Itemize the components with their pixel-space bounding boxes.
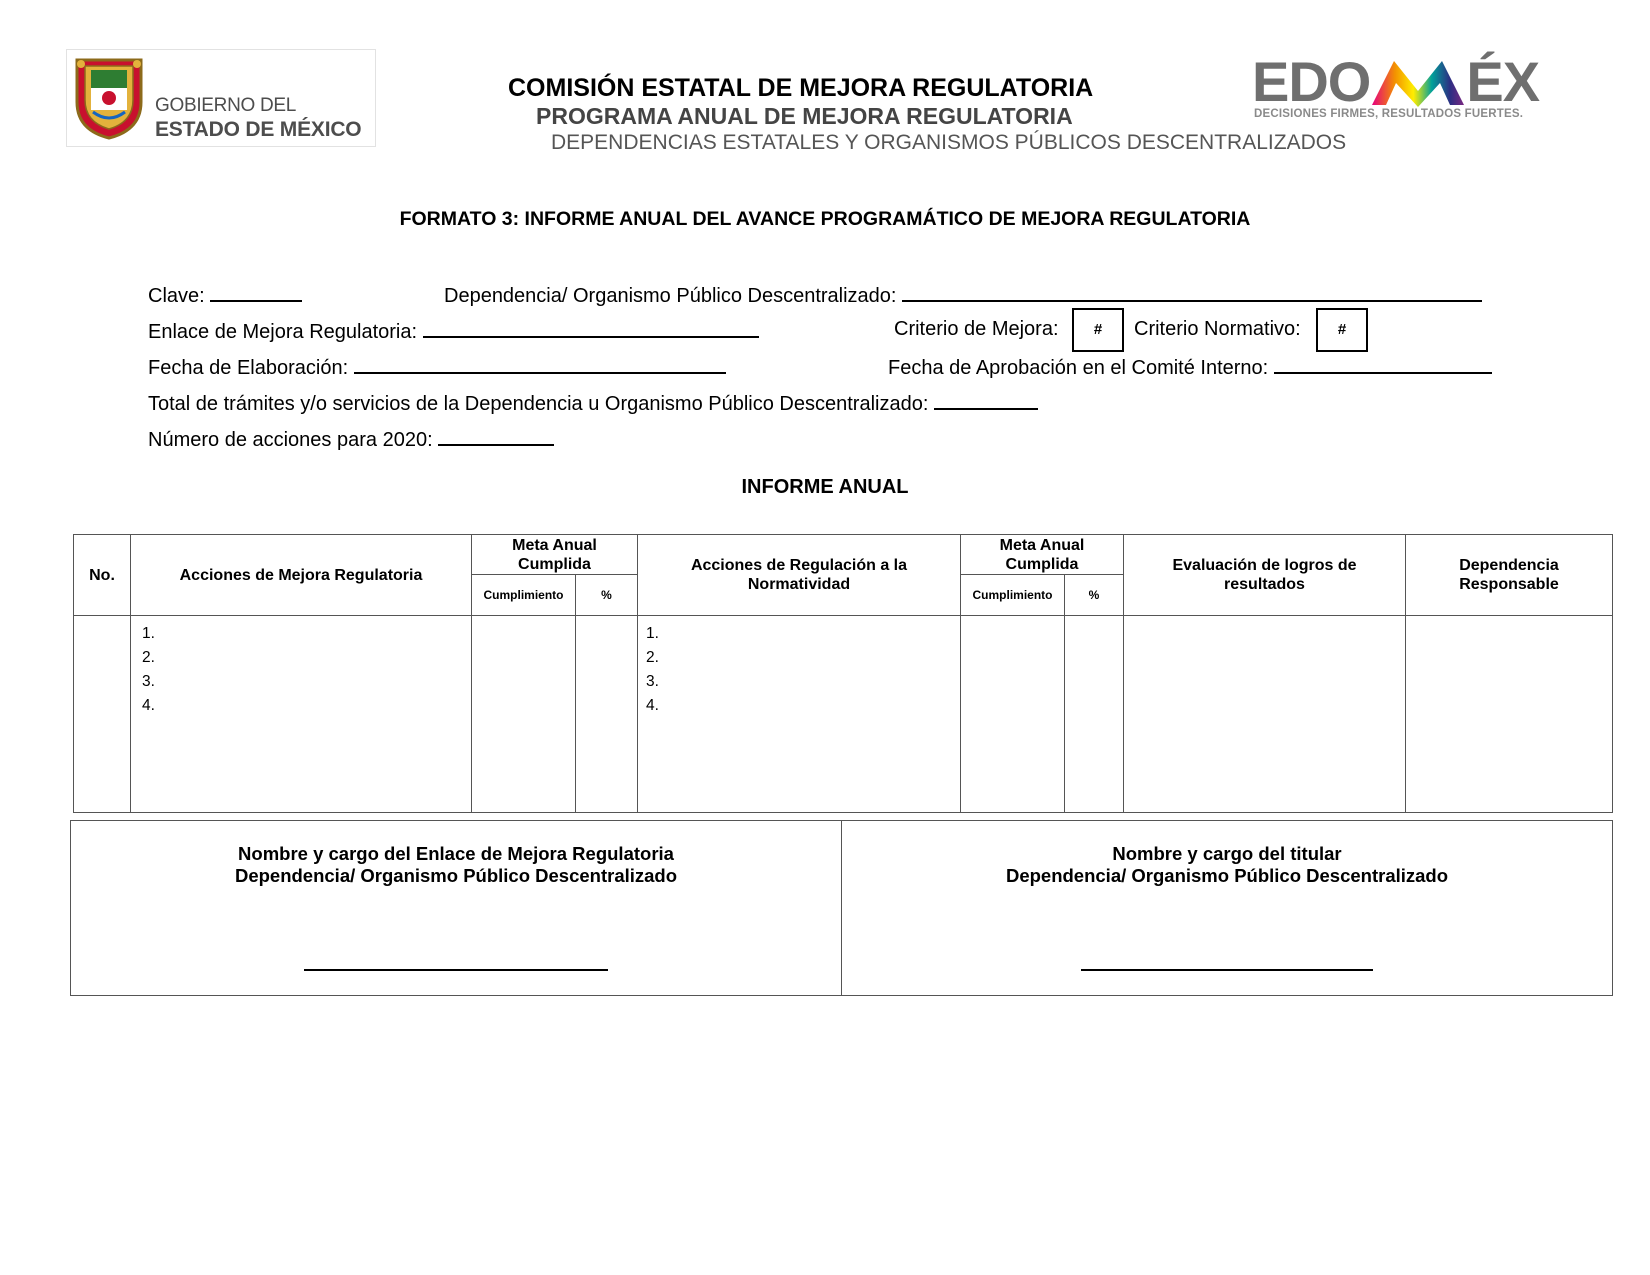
- meta-line2: Cumplida: [1005, 555, 1079, 573]
- signature-enlace-title: [71, 843, 841, 887]
- total-tramites-blank[interactable]: [934, 390, 1038, 410]
- cell-evaluacion[interactable]: [1124, 616, 1406, 813]
- edomex-tagline: DECISIONES FIRMES, RESULTADOS FUERTES.: [1254, 108, 1524, 120]
- list-item: 4.: [646, 697, 659, 715]
- acciones-mejora-list: [131, 616, 471, 718]
- coat-of-arms-icon: [71, 54, 147, 140]
- format-title: FORMATO 3: INFORME ANUAL DEL AVANCE PROGRAMÁTICO DE MEJORA REGULATORIA: [399, 208, 1251, 230]
- clave-field[interactable]: [148, 282, 302, 308]
- commission-title: COMISIÓN ESTATAL DE MEJORA REGULATORIA: [508, 74, 1094, 102]
- signature-box: [70, 820, 1613, 996]
- eval-line1: Evaluación de logros de: [1172, 557, 1357, 575]
- signature-titular-title: [842, 843, 1612, 887]
- enlace-field[interactable]: [148, 318, 759, 344]
- header-acciones-regulacion: [638, 535, 961, 616]
- program-subtitle: DEPENDENCIAS ESTATALES Y ORGANISMOS PÚBLICOS DESCENTRALIZADOS: [551, 131, 1347, 154]
- signature-enlace-blank[interactable]: [304, 969, 608, 971]
- cell-no[interactable]: [74, 616, 131, 813]
- list-item: 2.: [142, 649, 155, 667]
- signature-titular-blank[interactable]: [1081, 969, 1373, 971]
- list-item: 4.: [142, 697, 155, 715]
- gobierno-logo-text: [155, 94, 361, 142]
- meta-line1: Meta Anual: [512, 536, 597, 554]
- criterio-mejora-label: Criterio de Mejora:: [894, 318, 1059, 340]
- acciones-reg-line1: Acciones de Regulación a la: [690, 557, 908, 575]
- fecha-aprobacion-label: Fecha de Aprobación en el Comité Interno:: [888, 357, 1269, 379]
- fecha-elaboracion-label: Fecha de Elaboración:: [148, 357, 349, 379]
- cell-dependencia[interactable]: [1406, 616, 1613, 813]
- informe-table: [73, 534, 1613, 813]
- meta-line2: Cumplida: [518, 555, 591, 573]
- enlace-label: Enlace de Mejora Regulatoria:: [148, 321, 418, 343]
- fecha-aprobacion-field[interactable]: [888, 354, 1492, 380]
- cell-cumplimiento-1[interactable]: [472, 616, 576, 813]
- header-dependencia: [1406, 535, 1613, 616]
- list-item: 3.: [646, 673, 659, 691]
- header-acciones-mejora: Acciones de Mejora Regulatoria: [131, 535, 472, 616]
- informe-anual-title: INFORME ANUAL: [741, 476, 909, 498]
- acciones-reg-line2: Normatividad: [747, 576, 851, 594]
- signature-titular-line2: Dependencia/ Organismo Público Descentralizado: [1005, 865, 1449, 886]
- edomex-wordmark: [1252, 52, 1539, 112]
- cell-acciones-mejora[interactable]: [131, 616, 472, 813]
- edomex-logo: [1252, 52, 1562, 132]
- header-pct-2: %: [1065, 575, 1124, 616]
- signature-enlace-line1: Nombre y cargo del Enlace de Mejora Regulatoria: [238, 843, 674, 864]
- header-cumplimiento-2: Cumplimiento: [961, 575, 1065, 616]
- acciones-regulacion-list: [638, 616, 960, 718]
- signature-enlace-line2: Dependencia/ Organismo Público Descentralizado: [234, 865, 678, 886]
- criterio-mejora-box[interactable]: #: [1072, 308, 1124, 352]
- criterio-normativo-box[interactable]: #: [1316, 308, 1368, 352]
- header-cumplimiento-1: Cumplimiento: [472, 575, 576, 616]
- numero-acciones-blank[interactable]: [438, 426, 554, 446]
- numero-acciones-label: Número de acciones para 2020:: [148, 429, 433, 451]
- fecha-elaboracion-blank[interactable]: [354, 354, 726, 374]
- dep-line2: Responsable: [1459, 576, 1559, 594]
- list-item: 3.: [142, 673, 155, 691]
- eval-line2: resultados: [1224, 576, 1305, 594]
- list-item: 2.: [646, 649, 659, 667]
- logo-text-line1: GOBIERNO DEL: [155, 95, 297, 116]
- numero-acciones-field[interactable]: [148, 426, 554, 452]
- signature-enlace: [71, 821, 841, 995]
- cell-pct-2[interactable]: [1065, 616, 1124, 813]
- clave-blank[interactable]: [210, 282, 302, 302]
- criterio-normativo-label: Criterio Normativo:: [1134, 318, 1301, 340]
- list-item: 1.: [142, 625, 155, 643]
- signature-titular: [841, 821, 1612, 995]
- table-row: [74, 616, 1613, 813]
- fecha-elaboracion-field[interactable]: [148, 354, 726, 380]
- dependencia-blank[interactable]: [902, 282, 1482, 302]
- dep-line1: Dependencia: [1459, 557, 1559, 575]
- total-tramites-label: Total de trámites y/o servicios de la Dependencia u Organismo Público Descentralizado:: [148, 393, 929, 415]
- cell-acciones-regulacion[interactable]: [638, 616, 961, 813]
- dependencia-field[interactable]: [444, 282, 1482, 308]
- meta-line1: Meta Anual: [999, 536, 1085, 554]
- wordmark-left: EDO: [1252, 50, 1371, 113]
- signature-titular-line1: Nombre y cargo del titular: [1112, 843, 1342, 864]
- header-pct-1: %: [576, 575, 638, 616]
- cell-pct-1[interactable]: [576, 616, 638, 813]
- fecha-aprobacion-blank[interactable]: [1274, 354, 1492, 374]
- program-title: PROGRAMA ANUAL DE MEJORA REGULATORIA: [536, 103, 1073, 129]
- edomex-m-icon: [1370, 57, 1466, 107]
- gobierno-logo: [66, 49, 376, 147]
- total-tramites-field[interactable]: [148, 390, 1038, 416]
- header-no: No.: [74, 535, 131, 616]
- dependencia-label: Dependencia/ Organismo Público Descentralizado:: [444, 285, 897, 307]
- header-evaluacion: [1124, 535, 1406, 616]
- header-meta-anual-1: [472, 535, 638, 575]
- list-item: 1.: [646, 625, 659, 643]
- cell-cumplimiento-2[interactable]: [961, 616, 1065, 813]
- clave-label: Clave:: [148, 285, 205, 307]
- logo-text-line2: ESTADO DE MÉXICO: [155, 118, 362, 141]
- wordmark-right: ÉX: [1466, 50, 1540, 113]
- enlace-blank[interactable]: [423, 318, 759, 338]
- header-meta-anual-2: [961, 535, 1124, 575]
